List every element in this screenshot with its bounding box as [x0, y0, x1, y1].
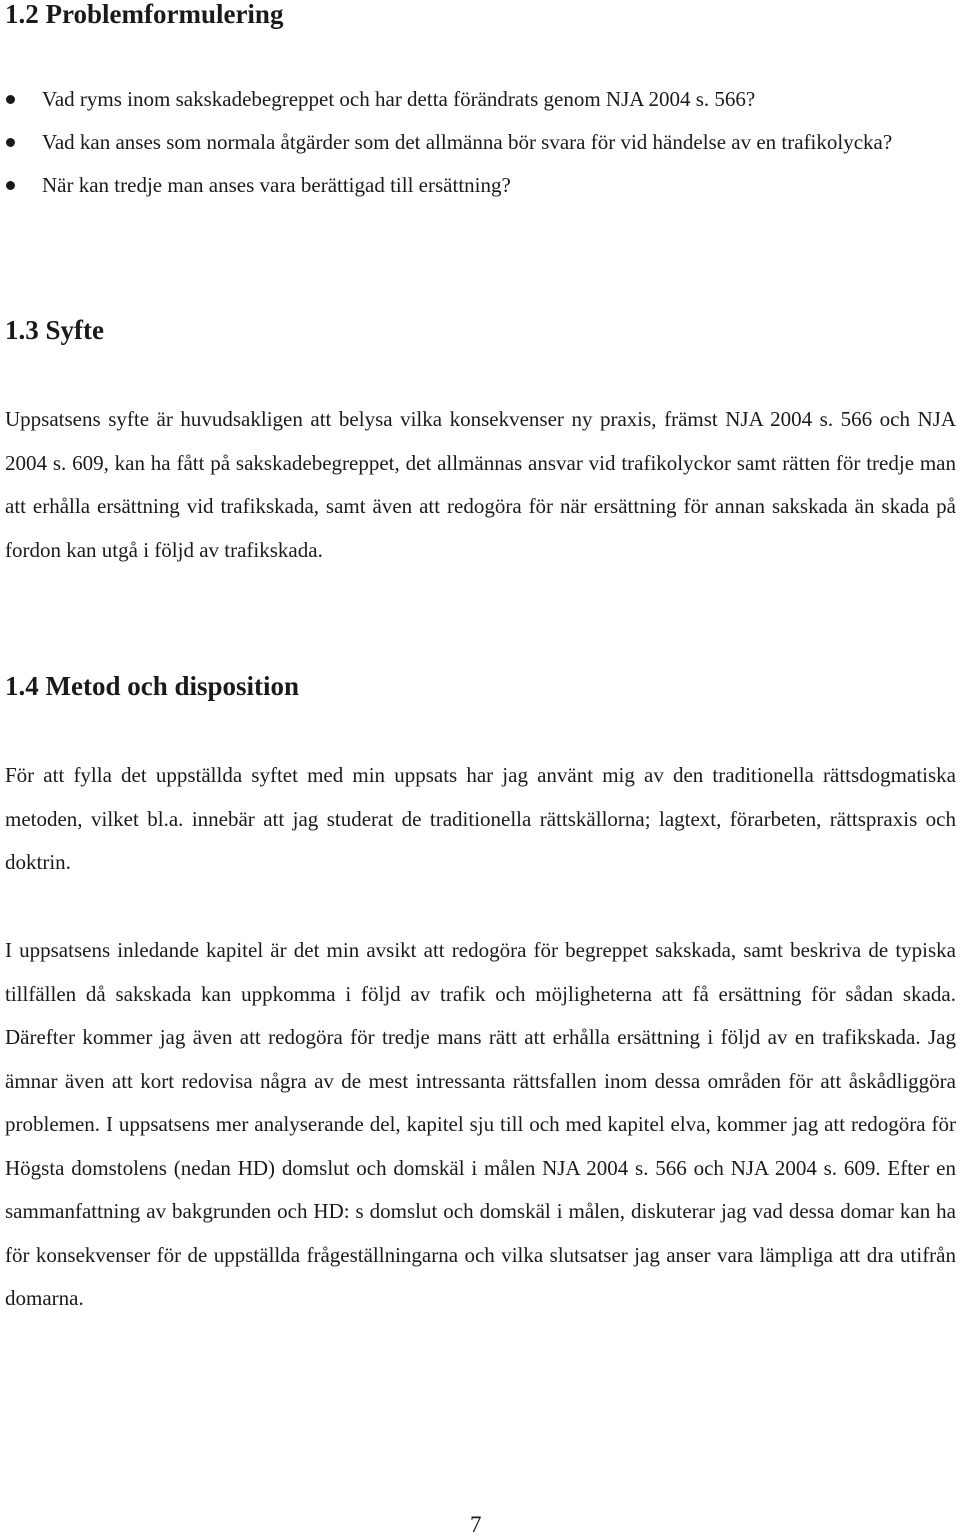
bullet-icon — [6, 138, 15, 147]
list-item — [0, 78, 960, 121]
list-item-text: Vad ryms inom sakskadebegreppet och har detta förändrats genom NJA 2004 s. 566? — [42, 87, 756, 111]
section-heading-problemformulering: 1.2 Problemformulering — [5, 0, 284, 29]
section-heading-syfte: 1.3 Syfte — [5, 315, 104, 345]
problem-question-list — [0, 78, 960, 207]
syfte-paragraph: Uppsatsens syfte är huvudsakligen att belysa vilka konsekvenser ny praxis, främst NJA 2004 s. 566 och NJA 2004 s. 609, kan ha fått på sakskadebegreppet, det allmännas ansvar vid trafikolyckor samt rätten för tredje man att erhålla ersättning vid trafikskada, samt även att redogöra för när ersättning för annan sakskada än skada på fordon kan utgå i följd av trafikskada. — [5, 407, 956, 562]
metod-paragraph-2: I uppsatsens inledande kapitel är det min avsikt att redogöra för begreppet sakskada, samt beskriva de typiska tillfällen då sakskada kan uppkomma i följd av trafik och möjligheterna att få ersättning för sådan skada. Därefter kommer jag även att redogöra för tredje mans rätt att erhålla ersättning i följd av en trafikskada. Jag ämnar även att kort redovisa några av de mest intressanta rättsfallen inom dessa områden för att åskådliggöra problemen. I uppsatsens mer analyserande del, kapitel sju till och med kapitel elva, kommer jag att redogöra för Högsta domstolens (nedan HD) domslut och domskäl i målen NJA 2004 s. 566 och NJA 2004 s. 609. Efter en sammanfattning av bakgrunden och HD: s domslut och domskäl i målen, diskuterar jag vad dessa domar kan ha för konsekvenser för de uppställda frågeställningarna och vilka slutsatser jag anser vara lämpliga att dra utifrån domarna. — [5, 938, 956, 1310]
list-item — [0, 164, 960, 207]
list-item-text: När kan tredje man anses vara berättigad till ersättning? — [42, 173, 511, 197]
list-item-text: Vad kan anses som normala åtgärder som det allmänna bör svara för vid händelse av en trafikolycka? — [42, 130, 893, 154]
metod-paragraph-1: För att fylla det uppställda syftet med min uppsats har jag använt mig av den traditionella rättsdogmatiska metoden, vilket bl.a. innebär att jag studerat de traditionella rättskällorna; lagtext, förarbeten, rättspraxis och doktrin. — [5, 763, 956, 874]
bullet-icon — [6, 95, 15, 104]
list-item — [0, 121, 960, 164]
section-heading-metod-och-disposition: 1.4 Metod och disposition — [5, 671, 300, 701]
page-number: 7 — [470, 1512, 482, 1537]
bullet-icon — [6, 181, 15, 190]
